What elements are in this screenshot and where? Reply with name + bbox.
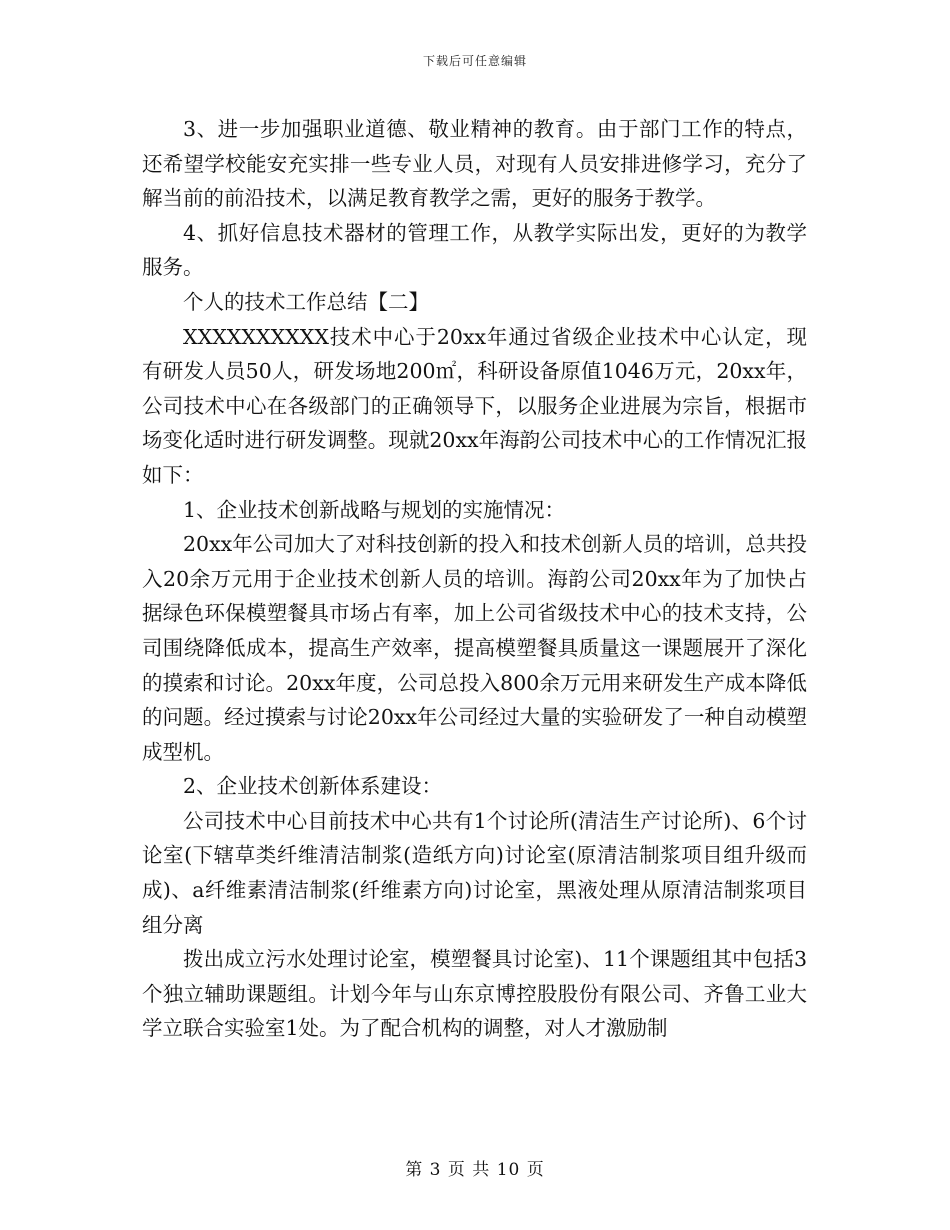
document-body <box>142 112 807 1046</box>
paragraph-item-3: 3、进一步加强职业道德、敬业精神的教育。由于部门工作的特点，还希望学校能安充实排一些专业人员，对现有人员安排进修学习，充分了解当前的前沿技术，以满足教育教学之需，更好的服务于教学。 <box>142 117 807 211</box>
paragraph-strategy: 20xx年公司加大了对科技创新的投入和技术创新人员的培训，总共投入20余万元用于企业技术创新人员的培训。海韵公司20xx年为了加快占据绿色环保模塑餐具市场占有率，加上公司省级技术中心的技术支持，公司围绕降低成本，提高生产效率，提高模塑餐具质量这一课题展开了深化的摸索和讨论。20xx年度，公司总投入800余万元用来研发生产成本降低的问题。经过摸索与讨论20xx年公司经过大量的实验研发了一种自动模塑成型机。 <box>142 532 807 764</box>
paragraph-continued: 拨出成立污水处理讨论室，模塑餐具讨论室)、11个课题组其中包括3个独立辅助课题组。计划今年与山东京博控股股份有限公司、齐鲁工业大学立联合实验室1处。为了配合机构的调整，对人才激励制 <box>142 947 807 1041</box>
paragraph-system: 公司技术中心目前技术中心共有1个讨论所(清洁生产讨论所)、6个讨论室(下辖草类纤维清洁制浆(造纸方向)讨论室(原清洁制浆项目组升级而成)、a纤维素清洁制浆(纤维素方向)讨论室，黑液处理从原清洁制浆项目组分离 <box>142 808 807 937</box>
section-heading: 个人的技术工作总结【二】 <box>183 289 429 314</box>
paragraph-intro: XXXXXXXXXX技术中心于20xx年通过省级企业技术中心认定，现有研发人员50人，研发场地200㎡，科研设备原值1046万元，20xx年，公司技术中心在各级部门的正确领导下，以服务企业进展为宗旨，根据市场变化适时进行研发调整。现就20xx年海韵公司技术中心的工作情况汇报如下： <box>142 324 807 487</box>
subheading-system: 2、企业技术创新体系建设： <box>183 774 443 799</box>
page-number-footer: 第 3 页 共 10 页 <box>405 1160 545 1180</box>
page-header: 下载后可任意编辑 <box>422 54 527 68</box>
paragraph-item-4: 4、抓好信息技术器材的管理工作，从教学实际出发，更好的为教学服务。 <box>142 220 807 280</box>
subheading-strategy: 1、企业技术创新战略与规划的实施情况： <box>183 497 566 522</box>
